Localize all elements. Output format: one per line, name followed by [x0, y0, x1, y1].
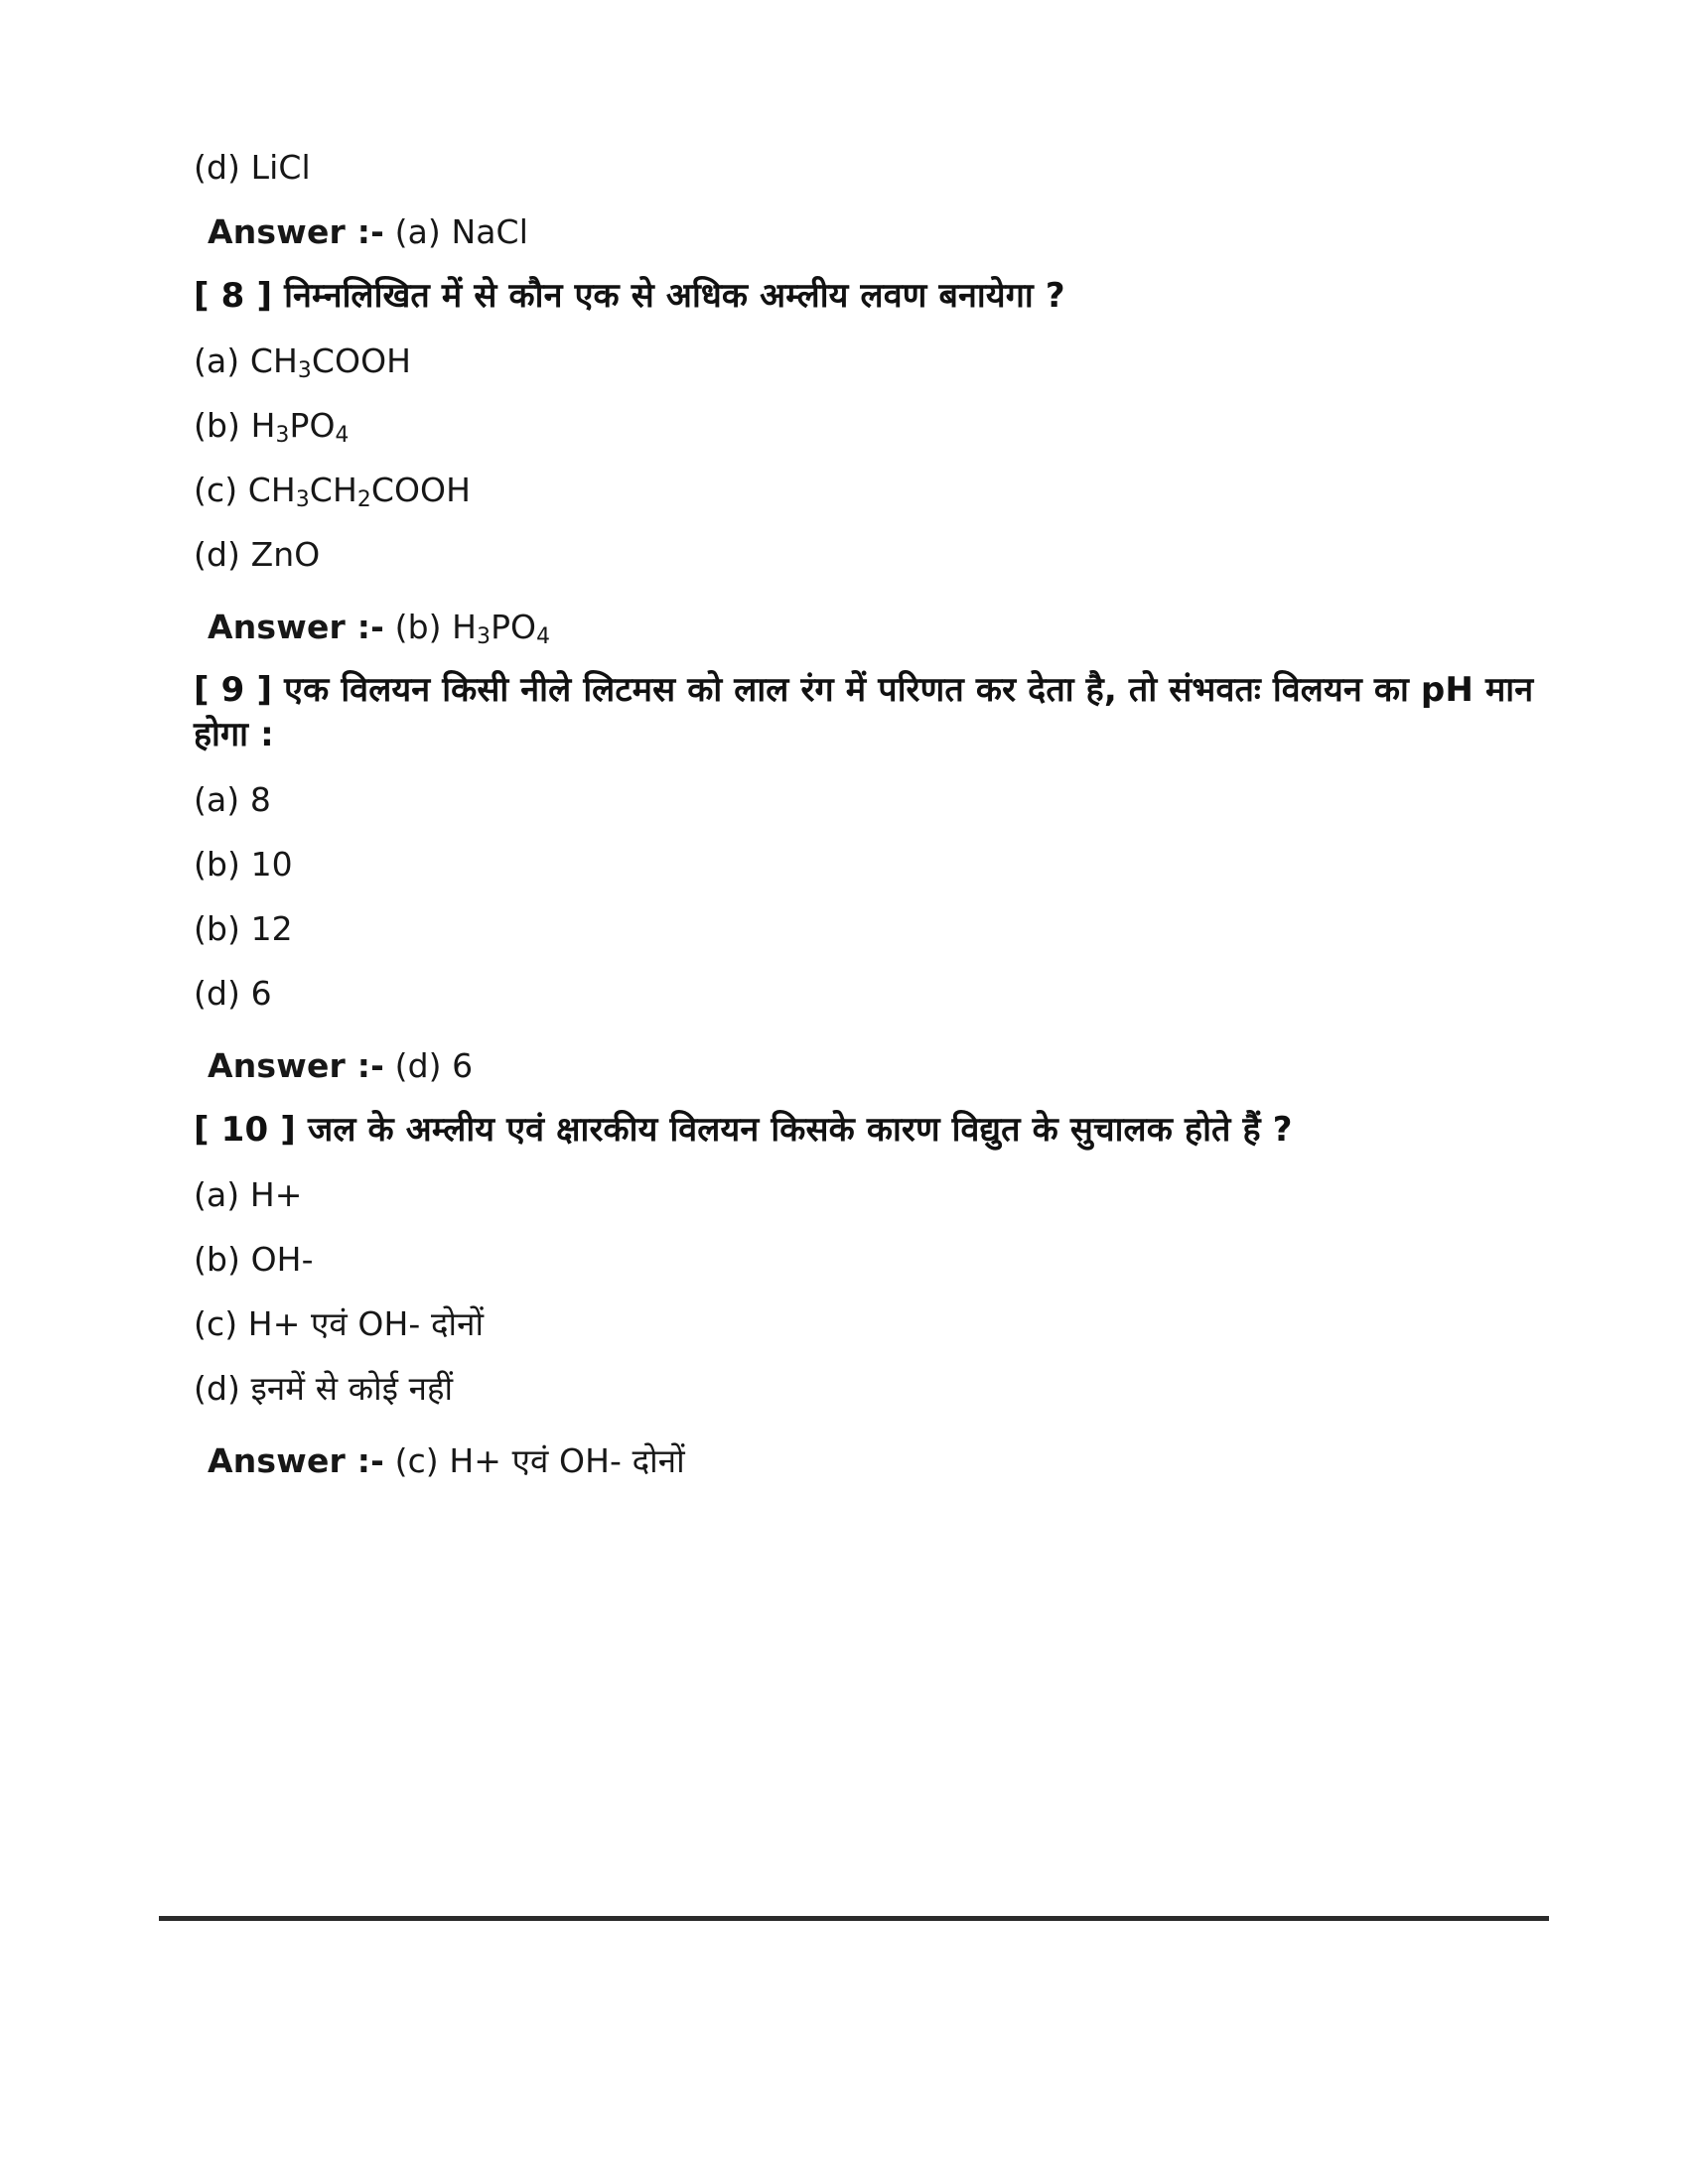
answer-8-subscript-2: 4	[536, 623, 551, 649]
option-item-8c	[194, 472, 1549, 510]
option-8a-rest: COOH	[311, 341, 412, 380]
answer-value-10: (c) H+ एवं OH- दोनों	[394, 1440, 685, 1480]
option-item-9a: (a) 8	[194, 780, 271, 820]
option-8c-subscript-2: 2	[356, 486, 371, 512]
option-item-9d: (d) 6	[194, 974, 272, 1013]
answer-label: Answer :-	[208, 607, 384, 646]
option-8b-subscript-2: 4	[335, 422, 350, 448]
option-item-10d: (d) इनमें से कोई नहीं	[194, 1368, 454, 1408]
option-8a-subscript-1: 3	[297, 357, 312, 383]
answer-value: (a) NaCl	[394, 211, 528, 251]
option-item-9c: (b) 12	[194, 909, 293, 949]
option-8c-mid: CH	[309, 470, 357, 509]
document-content	[194, 149, 1549, 1480]
answer-value-8	[394, 607, 551, 649]
question-text-10: जल के अम्लीय एवं क्षारकीय विलयन किसके कारण विद्युत के सुचालक होते हैं ?	[307, 1109, 1293, 1150]
question-heading-8	[194, 274, 1549, 319]
question-number-9: [ 9 ]	[194, 670, 273, 711]
answer-8-prefix: (b) H	[394, 607, 478, 646]
question-number-8: [ 8 ]	[194, 275, 273, 316]
option-8c-prefix: (c) CH	[194, 470, 296, 509]
question-heading-9	[194, 668, 1549, 757]
option-item-8d: (d) ZnO	[194, 534, 321, 574]
question-text-8: निम्नलिखित में से कौन एक से अधिक अम्लीय लवण बनायेगा ?	[284, 275, 1065, 316]
question-heading-10	[194, 1108, 1549, 1153]
option-item-8b	[194, 407, 1549, 446]
question-text-9-line1: एक विलयन किसी नीले लिटमस को लाल रंग में परिणत कर देता है, तो संभवतः	[284, 670, 1261, 711]
option-item-10a: (a) H+	[194, 1174, 303, 1214]
option-8a-prefix: (a) CH	[194, 341, 298, 380]
option-8b-prefix: (b) H	[194, 405, 276, 445]
question-number-10: [ 10 ]	[194, 1109, 296, 1150]
option-item-prev-d: (d) LiCl	[194, 148, 311, 187]
answer-label: Answer :-	[208, 211, 384, 251]
option-8c-subscript-1: 3	[295, 486, 310, 512]
answer-label: Answer :-	[208, 1045, 384, 1085]
answer-line-8	[194, 609, 1549, 647]
answer-line-10	[194, 1442, 1549, 1481]
option-8b-subscript-1: 3	[275, 422, 290, 448]
option-item-9b: (b) 10	[194, 845, 293, 885]
section-divider-wrapper	[159, 1916, 1549, 1921]
answer-line-9	[194, 1047, 1549, 1086]
answer-8-subscript-1: 3	[477, 623, 492, 649]
section-divider	[159, 1916, 1549, 1921]
question-text-9-line2: विलयन का pH मान होगा :	[194, 670, 1534, 755]
answer-label: Answer :-	[208, 1440, 384, 1480]
answer-value-9: (d) 6	[394, 1045, 474, 1085]
answer-8-mid: PO	[491, 607, 537, 646]
option-8b-mid: PO	[289, 405, 336, 445]
option-item-10b: (b) OH-	[194, 1239, 314, 1279]
option-item-10c: (c) H+ एवं OH- दोनों	[194, 1303, 485, 1343]
option-item-8a	[194, 342, 1549, 381]
answer-line-7	[194, 213, 1549, 252]
option-8c-rest: COOH	[370, 470, 472, 509]
